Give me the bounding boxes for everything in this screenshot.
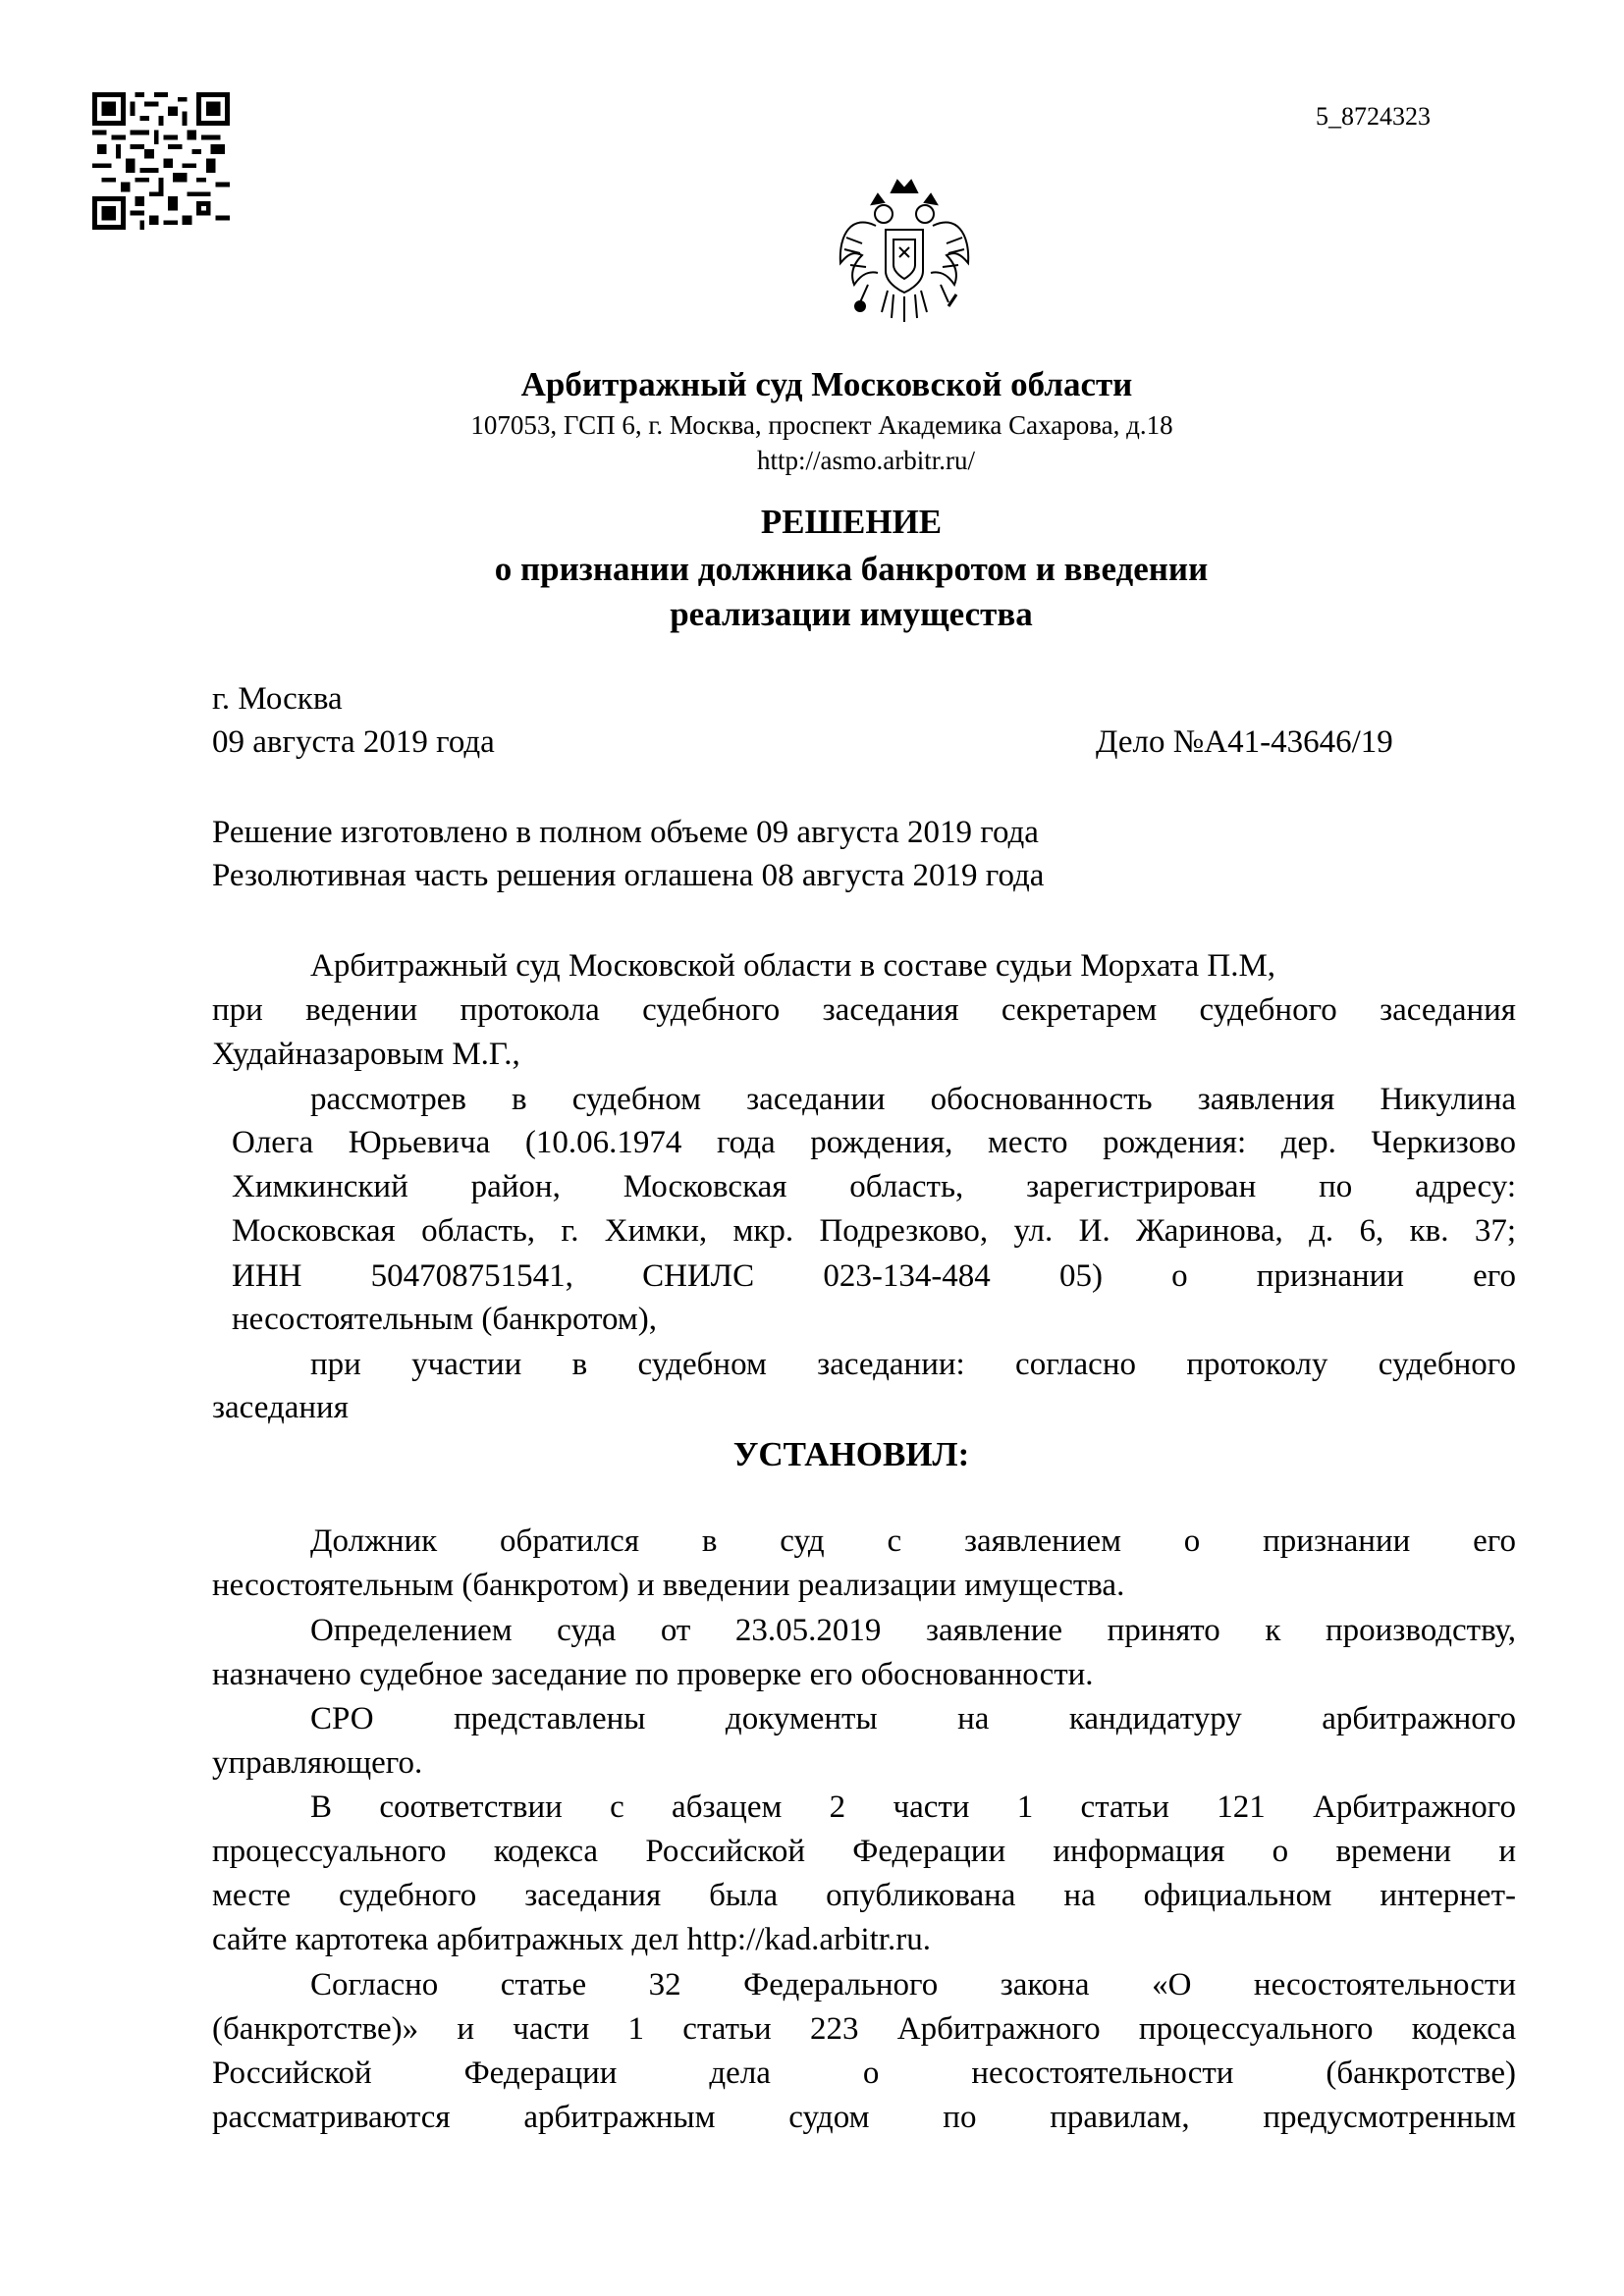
body-line: заседания bbox=[212, 1390, 349, 1425]
document-subtitle-line-1: о признании должника банкротом и введении bbox=[494, 550, 1209, 588]
body-line: Российской Федерации дела о несостоятельности (банкротстве) bbox=[212, 2056, 1516, 2091]
body-line: СРО представлены документы на кандидатуру арбитражного bbox=[310, 1701, 1516, 1736]
body-line: месте судебного заседания была опубликована на официальном интернет- bbox=[212, 1878, 1516, 1913]
court-url: http://asmo.arbitr.ru/ bbox=[757, 446, 975, 475]
operative-part-date-line: Резолютивная часть решения оглашена 08 августа 2019 года bbox=[212, 858, 1045, 893]
body-line: при участии в судебном заседании: согласно протоколу судебного bbox=[310, 1347, 1516, 1382]
body-line: ИНН 504708751541, СНИЛС 023-134-484 05) о признании его bbox=[232, 1258, 1516, 1294]
body-line: назначено судебное заседание по проверке его обоснованности. bbox=[212, 1657, 1094, 1692]
body-line: рассмотрев в судебном заседании обоснованность заявления Никулина bbox=[310, 1082, 1516, 1117]
body-line: Московская область, г. Химки, мкр. Подрезково, ул. И. Жаринова, д. 6, кв. 37; bbox=[232, 1213, 1516, 1249]
body-line: Определением суда от 23.05.2019 заявление принято к производству, bbox=[310, 1613, 1516, 1648]
document-id: 5_8724323 bbox=[1316, 102, 1431, 131]
body-line: Олега Юрьевича (10.06.1974 года рождения, место рождения: дер. Черкизово bbox=[232, 1125, 1516, 1160]
case-number: Дело №А41-43646/19 bbox=[1096, 724, 1393, 760]
body-line: (банкротстве)» и части 1 статьи 223 Арбитражного процессуального кодекса bbox=[212, 2011, 1516, 2047]
body-line: рассматриваются арбитражным судом по правилам, предусмотренным bbox=[212, 2100, 1516, 2135]
body-line: несостоятельным (банкротом) и введении реализации имущества. bbox=[212, 1568, 1125, 1603]
body-line: процессуального кодекса Российской Федерации информация о времени и bbox=[212, 1834, 1516, 1869]
body-line: управляющего. bbox=[212, 1745, 423, 1781]
body-line: сайте картотека арбитражных дел http://kad.arbitr.ru. bbox=[212, 1922, 931, 1957]
body-line: В соответствии с абзацем 2 части 1 статьи 121 Арбитражного bbox=[310, 1789, 1516, 1825]
qr-code-icon bbox=[92, 92, 230, 230]
body-line: Согласно статье 32 Федерального закона «О несостоятельности bbox=[310, 1967, 1516, 2002]
place: г. Москва bbox=[212, 681, 343, 717]
document-subtitle-line-2: реализации имущества bbox=[670, 595, 1033, 633]
full-decision-date-line: Решение изготовлено в полном объеме 09 августа 2019 года bbox=[212, 815, 1039, 850]
body-line: Должник обратился в суд с заявлением о признании его bbox=[310, 1523, 1516, 1559]
body-line: Химкинский район, Московская область, зарегистрирован по адресу: bbox=[232, 1169, 1516, 1204]
body-line: Худайназаровым М.Г., bbox=[212, 1037, 520, 1072]
body-line: при ведении протокола судебного заседания секретарем судебного заседания bbox=[212, 992, 1516, 1028]
decision-date: 09 августа 2019 года bbox=[212, 724, 495, 760]
body-line: несостоятельным (банкротом), bbox=[232, 1302, 657, 1337]
document-title: РЕШЕНИЕ bbox=[760, 503, 943, 541]
emblem-icon bbox=[833, 175, 976, 334]
body-line: Арбитражный суд Московской области в составе судьи Морхата П.М, bbox=[310, 948, 1276, 984]
court-name: Арбитражный суд Московской области bbox=[520, 365, 1133, 403]
section-heading-established: УСТАНОВИЛ: bbox=[732, 1435, 970, 1473]
court-address: 107053, ГСП 6, г. Москва, проспект Академика Сахарова, д.18 bbox=[470, 410, 1173, 440]
